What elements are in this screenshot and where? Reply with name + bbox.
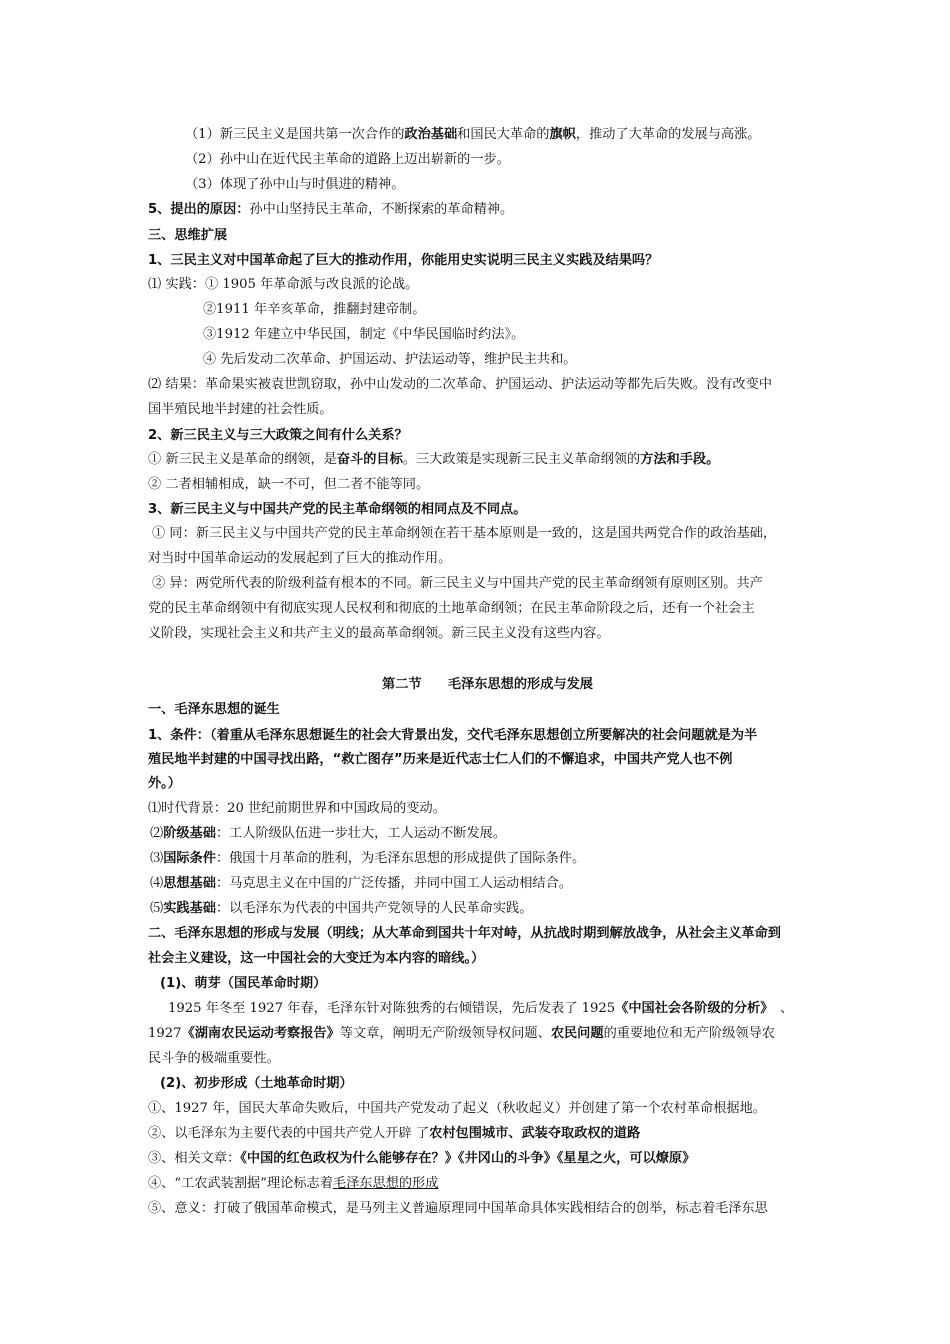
text-line — [203, 325, 524, 347]
text-line — [168, 999, 793, 1021]
text-line — [203, 350, 576, 372]
text-span: （3）体现了孙中山与时俱进的精神。 — [185, 177, 405, 192]
bold-text: 实践基础 — [163, 901, 216, 916]
bold-text: 《湖南农民运动考察报告》 — [181, 1026, 340, 1041]
text-span: ③、相关文章： — [148, 1151, 241, 1166]
text-span: ：工人阶级队伍进一步壮大，工人运动不断发展。 — [215, 826, 507, 841]
text-line — [148, 200, 513, 222]
bold-text: 方法和手段。 — [640, 452, 720, 467]
bold-text: 《中国的红色政权为什么能够存在？》《井冈山的斗争》《星星之火，可以燎原》 — [240, 1151, 696, 1166]
bold-text: 思想基础 — [163, 876, 216, 891]
text-line — [148, 1124, 640, 1146]
text-span: ，推动了大革命的发展与高涨。 — [575, 127, 761, 142]
text-span: ：马克思主义在中国的广泛传播，并同中国工人运动相结合。 — [215, 876, 572, 891]
bold-text: 第二节 毛泽东思想的形成与发展 — [382, 677, 593, 692]
bold-text: 1、三民主义对中国革命起了巨大的推动作用，你能用史实说明三民主义实践及结果吗？ — [148, 253, 659, 268]
text-line — [148, 1174, 438, 1196]
text-span: ②、以毛泽东为主要代表的中国共产党人开辟 了 — [148, 1126, 430, 1141]
text-span: ⑤、意义：打破了俄国革命模式，是马列主义普遍原理同中国革命具体实践相结合的创举，标志着毛泽东思 — [148, 1201, 768, 1216]
bold-text: 2、新三民主义与三大政策之间有什么关系？ — [148, 428, 408, 443]
bold-text: 社会主义建设，这一中国社会的大变迁为本内容的暗线。） — [148, 951, 485, 966]
text-span: ：俄国十月革命的胜利，为毛泽东思想的形成提供了国际条件。 — [215, 851, 586, 866]
text-span: ② 二者相辅相成，缺一不可，但二者不能等同。 — [148, 477, 430, 492]
text-line — [148, 375, 772, 397]
text-line — [148, 1049, 280, 1071]
text-line — [148, 400, 333, 422]
bold-text: 农民问题 — [550, 1026, 604, 1041]
text-span: ②1911 年辛亥革命，推翻封建帝制。 — [203, 302, 426, 317]
text-span: 国半殖民地半封建的社会性质。 — [148, 402, 333, 417]
text-span: （1）新三民主义是国共第一次合作的 — [185, 127, 405, 142]
text-line — [148, 226, 227, 248]
bold-text: 殖民地半封建的中国寻找出路，“救亡图存”历来是近代志士仁人们的不懈追求，中国共产党人也不例 — [148, 752, 733, 767]
text-span: ① 新三民主义是革命的纲领，是 — [148, 452, 337, 467]
bold-text: 政治基础 — [404, 127, 458, 142]
text-span: ⑵ — [150, 826, 164, 841]
text-span: ⑴时代背景：20 世纪前期世界和中国政局的变动。 — [148, 801, 446, 816]
text-span: 孙中山坚持民主革命，不断探索的革命精神。 — [249, 202, 514, 217]
bold-text: 旗帜 — [549, 127, 576, 142]
bold-text: 一、毛泽东思想的诞生 — [148, 702, 280, 717]
text-span: （2）孙中山在近代民主革命的道路上迈出崭新的一步。 — [185, 152, 510, 167]
bold-text: 3、新三民主义与中国共产党的民主革命纲领的相同点及不同点。 — [148, 502, 527, 517]
text-line — [148, 799, 446, 821]
bold-text: 农村包围城市、武装夺取政权的道路 — [429, 1126, 641, 1141]
text-span: ⑶ — [150, 851, 164, 866]
text-line — [148, 726, 757, 748]
text-span: ② 异：两党所代表的阶级利益有根本的不同。新三民主义与中国共产党的民主革命纲领有原则区别。共产 — [152, 576, 763, 591]
text-line — [148, 251, 658, 273]
text-line — [185, 150, 510, 172]
text-line — [148, 1024, 775, 1046]
bold-text: 5、提出的原因： — [148, 202, 250, 217]
text-line — [152, 524, 776, 546]
underlined-text: 毛泽东思想的形成 — [332, 1176, 439, 1191]
text-span: 的重要地位和无产阶级领导农 — [603, 1026, 775, 1041]
text-line — [148, 1199, 768, 1221]
text-span: 义阶段，实现社会主义和共产主义的最高革命纲领。新三民主义没有这些内容。 — [148, 626, 610, 641]
text-span: 对当时中国革命运动的发展起到了巨大的推动作用。 — [148, 551, 452, 566]
text-span: 和国民大革命的 — [457, 127, 550, 142]
text-span: 民斗争的极端重要性。 — [148, 1051, 280, 1066]
text-span: 1925 年冬至 1927 年春，毛泽东针对陈独秀的右倾错误，先后发表了 1925 — [168, 1001, 616, 1016]
text-line — [148, 774, 181, 796]
text-line — [160, 1074, 353, 1096]
text-span: ④ 先后发动二次革命、护国运动、护法运动等，维护民主共和。 — [203, 352, 577, 367]
text-span: ① 同：新三民主义与中国共产党的民主革命纲领在若干基本原则是一致的，这是国共两党合作的政治基础， — [152, 526, 777, 541]
bold-text: 外。） — [148, 776, 181, 791]
text-line — [148, 750, 732, 772]
text-span: 等文章，阐明无产阶级领导权问题、 — [339, 1026, 551, 1041]
text-line — [150, 849, 585, 871]
text-line — [148, 426, 408, 448]
text-line — [148, 275, 418, 297]
text-line — [185, 175, 404, 197]
section-title — [382, 675, 593, 697]
text-line — [203, 300, 425, 322]
text-span: 、 — [766, 1001, 794, 1016]
text-span: ⑵ 结果：革命果实被袁世凯窃取，孙中山发动的二次革命、护国运动、护法运动等都先后失败。没有改变中 — [148, 377, 773, 392]
bold-text: (1)、萌芽（国民革命时期） — [160, 976, 327, 991]
text-span: ③1912 年建立中华民国，制定《中华民国临时约法》。 — [203, 327, 525, 342]
text-span: 党的民主革命纲领中有彻底实现人民权利和彻底的土地革命纲领；在民主革命阶段之后，还有一个社会主 — [148, 601, 755, 616]
text-line — [148, 949, 484, 971]
text-line — [152, 574, 763, 596]
text-line — [148, 624, 610, 646]
text-line — [148, 475, 429, 497]
bold-text: 三、思维扩展 — [148, 228, 228, 243]
text-span: 1927 — [148, 1026, 182, 1041]
text-line — [150, 899, 532, 921]
bold-text: 1、条件：（着重从毛泽东思想诞生的社会大背景出发，交代毛泽东思想创立所要解决的社会问题就是为半 — [148, 728, 758, 743]
bold-text: 二、毛泽东思想的形成与发展（明线；从大革命到国共十年对峙，从抗战时期到解放战争，从社会主义革命到 — [148, 926, 781, 941]
text-line — [148, 924, 781, 946]
text-line — [148, 1099, 766, 1121]
text-span: 。三大政策是实现新三民主义革命纲领的 — [402, 452, 641, 467]
bold-text: (2)、初步形成（土地革命时期） — [160, 1076, 353, 1091]
bold-text: 阶级基础 — [163, 826, 216, 841]
text-span: ⑸ — [150, 901, 164, 916]
text-line — [148, 599, 755, 621]
text-line — [148, 700, 280, 722]
text-span: ：以毛泽东为代表的中国共产党领导的人民革命实践。 — [215, 901, 533, 916]
text-line — [148, 500, 526, 522]
text-span: ①、1927 年，国民大革命失败后，中国共产党发动了起义（秋收起义）并创建了第一个农村革命根据地。 — [148, 1101, 766, 1116]
text-line — [148, 1149, 695, 1171]
text-line — [150, 874, 572, 896]
text-span: ⑷ — [150, 876, 164, 891]
text-line — [185, 125, 760, 147]
text-span: ⑴ 实践：① 1905 年革命派与改良派的论战。 — [148, 277, 419, 292]
text-line — [148, 450, 719, 472]
text-line — [150, 824, 506, 846]
bold-text: 国际条件 — [163, 851, 216, 866]
text-line — [148, 549, 451, 571]
bold-text: 奋斗的目标 — [336, 452, 403, 467]
text-line — [160, 974, 326, 996]
text-span: ④、“工农武装割据”理论标志着 — [148, 1176, 333, 1191]
bold-text: 《中国社会各阶级的分析》 — [615, 1001, 767, 1016]
